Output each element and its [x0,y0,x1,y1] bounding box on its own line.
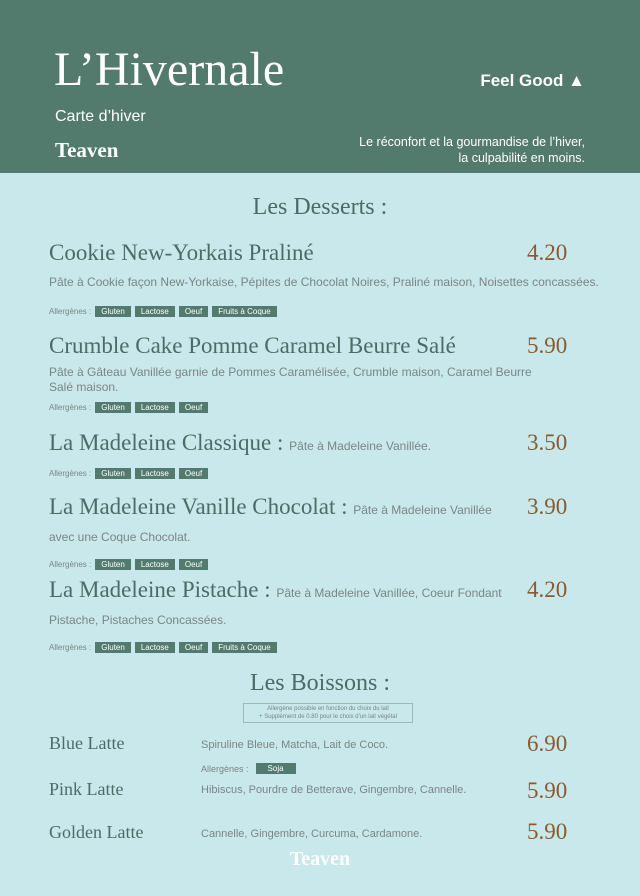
dessert-price: 4.20 [527,240,568,265]
allergens-row [49,306,277,317]
allergens-label: Allergènes : [49,307,92,316]
drink-name: Blue Latte [49,733,125,753]
allergens-row [201,763,296,774]
drink-price: 6.90 [527,731,568,756]
allergen-chip: Oeuf [179,559,208,570]
dessert-name-text: La Madeleine Classique : [49,430,284,455]
allergens-label: Allergènes : [49,560,92,569]
dessert-name-text: La Madeleine Pistache : [49,577,271,602]
milk-note [243,703,413,723]
dessert-name [49,430,431,456]
note-line: Allergène possible en fonction du choix du lait [267,706,389,712]
dessert-description: Pistache, Pistaches Concassées. [49,613,227,627]
allergens-row [49,402,208,413]
dessert-description: Pâte à Gâteau Vanillée garnie de Pommes Caramélisée, Crumble maison, Caramel Beurre Salé maison. [49,365,532,394]
drink-name: Pink Latte [49,779,124,799]
allergen-chip: Gluten [95,559,131,570]
dessert-name: Cookie New-Yorkais Praliné [49,240,314,265]
allergen-chip: Lactose [135,642,175,653]
allergen-chip: Soja [256,763,296,774]
allergen-chip: Oeuf [179,468,208,479]
feel-good-label [480,71,585,91]
allergen-chip: Fruits à Coque [212,306,276,317]
drink-price: 5.90 [527,778,568,803]
note-line: + Supplément de 0.80 pour le choix d’un lait végétal [259,714,397,720]
allergen-chip: Lactose [135,402,175,413]
dessert-price: 5.90 [527,333,568,358]
allergen-chip: Lactose [135,306,175,317]
feel-good-text: Feel Good [480,71,564,90]
allergen-chip: Oeuf [179,642,208,653]
dessert-name: Crumble Cake Pomme Caramel Beurre Salé [49,333,456,358]
allergen-chip: Lactose [135,468,175,479]
allergen-chip: Fruits à Coque [212,642,276,653]
allergens-row [49,559,208,570]
allergens-label: Allergènes : [49,643,92,652]
dessert-description: Pâte à Madeleine Vanillée. [289,439,432,453]
menu-subtitle: Carte d’hiver [55,108,146,125]
dessert-price: 3.90 [527,494,568,519]
dessert-price: 4.20 [527,577,568,602]
dessert-description: Pâte à Madeleine Vanillée [353,503,492,517]
dessert-description: avec une Coque Chocolat. [49,530,191,544]
allergen-chip: Oeuf [179,402,208,413]
tagline [359,134,585,166]
drink-description: Spiruline Bleue, Matcha, Lait de Coco. [201,739,389,751]
tagline-line: Le réconfort et la gourmandise de l’hiver, [359,135,585,149]
dessert-price: 3.50 [527,430,568,455]
allergen-chip: Lactose [135,559,175,570]
allergen-chip: Gluten [95,402,131,413]
drink-name: Golden Latte [49,822,144,842]
drink-price: 5.90 [527,819,568,844]
tagline-line: la culpabilité en moins. [458,151,585,165]
drinks-title: Les Boissons : [249,670,390,696]
dessert-name [49,494,492,520]
allergens-label: Allergènes : [201,763,249,774]
desserts-title: Les Desserts : [252,194,388,220]
allergen-chip: Gluten [95,642,131,653]
chevron-up-icon: ▲ [568,71,585,90]
allergens-label: Allergènes : [49,469,92,478]
menu-header [0,0,640,173]
allergen-chip: Oeuf [179,306,208,317]
allergen-chip: Gluten [95,306,131,317]
allergen-chip: Gluten [95,468,131,479]
dessert-description: Pâte à Madeleine Vanillée, Coeur Fondant [276,586,502,600]
allergens-row [49,468,208,479]
dessert-name [49,577,502,603]
allergens-label: Allergènes : [49,403,92,412]
drink-description: Cannelle, Gingembre, Curcuma, Cardamone. [201,828,423,840]
dessert-name-text: La Madeleine Vanille Chocolat : [49,494,348,519]
menu-title: L’Hivernale [54,43,285,96]
allergens-row [49,642,277,653]
drink-description: Hibiscus, Pourdre de Betterave, Gingembre, Cannelle. [201,784,467,796]
dessert-description: Pâte à Cookie façon New-Yorkaise, Pépites de Chocolat Noires, Praliné maison, Noisettes concassées. [49,275,599,289]
brand-logo: Teaven [55,138,119,162]
footer-brand-logo: Teaven [289,848,351,870]
